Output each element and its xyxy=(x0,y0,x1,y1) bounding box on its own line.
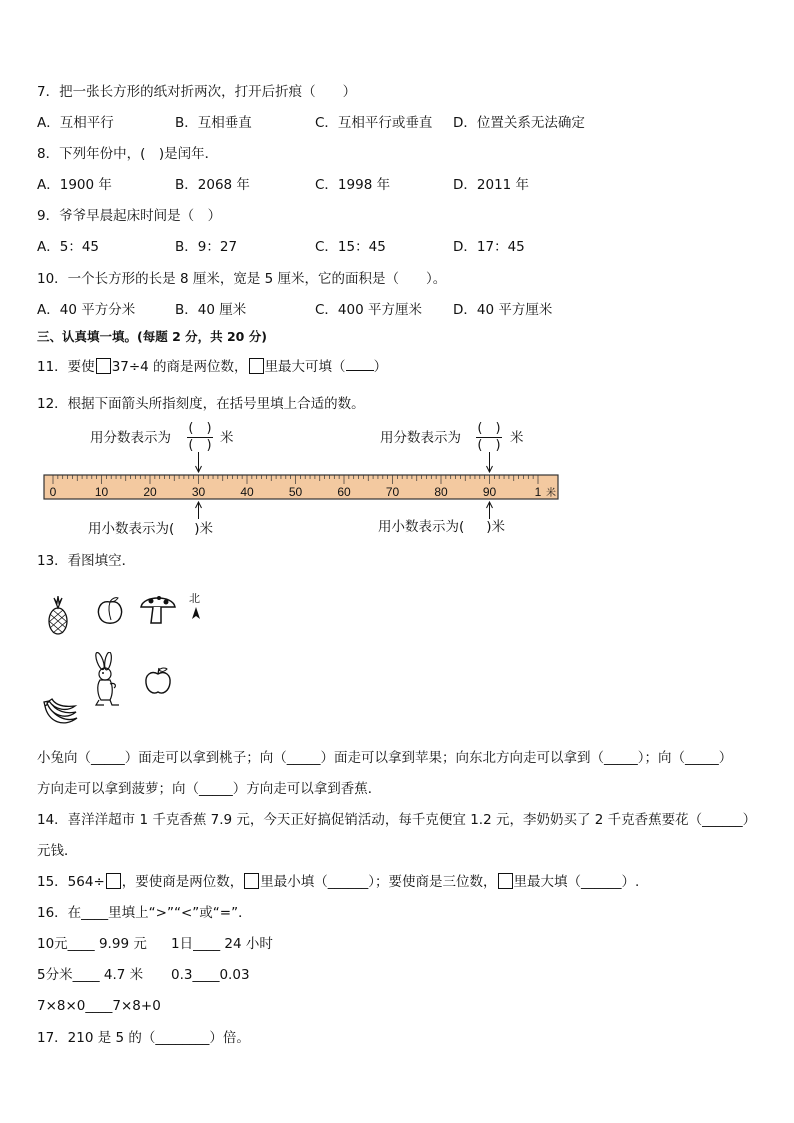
q12-decimal-suffix-2: )米 xyxy=(486,519,506,535)
q15-box-2 xyxy=(244,873,259,889)
up-arrow-icon xyxy=(196,502,202,519)
down-arrow-icon xyxy=(487,452,493,472)
q7-option-a: A．互相平行 xyxy=(37,115,114,131)
q12-decimal-label-2 xyxy=(378,518,505,536)
q16-row1-b: 1日____ 24 小时 xyxy=(171,936,273,952)
q12-decimal-suffix-1: )米 xyxy=(194,521,214,537)
q12-stem: 12．根据下面箭头所指刻度，在括号里填上合适的数。 xyxy=(37,396,365,412)
rabbit-icon xyxy=(90,652,126,708)
ruler-tick-label: 50 xyxy=(288,485,303,499)
q8-option-a: A．1900 年 xyxy=(37,177,112,193)
north-label: 北 xyxy=(189,592,200,605)
q15-box-1 xyxy=(106,873,121,889)
ruler-tick-label: 40 xyxy=(240,485,254,499)
q8-option-d: D．2011 年 xyxy=(453,177,530,193)
q12-fraction-blank-2[interactable]: ( ) ( ) xyxy=(477,421,501,453)
q12-decimal-label-1 xyxy=(88,520,213,538)
q9-stem: 9．爷爷早晨起床时间是（ ） xyxy=(37,208,222,224)
peach-icon xyxy=(94,596,126,626)
q7-option-c: C．互相平行或垂直 xyxy=(315,115,433,131)
ruler-tick-label: 10 xyxy=(94,485,109,499)
q11-box-2 xyxy=(249,358,264,374)
q9-option-b: B．9：27 xyxy=(175,239,238,255)
ruler-tick-label: 0 xyxy=(49,485,57,499)
q16-stem: 16．在____里填上“>”“<”或“=”． xyxy=(37,905,252,921)
q13-line-2: 方向走可以拿到菠萝；向（_____）方向走可以拿到香蕉． xyxy=(37,781,382,797)
q15-part3: 里最小填（______）；要使商是三位数， xyxy=(260,874,497,890)
q16-row1-a: 10元____ 9.99 元 xyxy=(37,936,147,952)
pineapple-icon xyxy=(45,596,71,636)
q7-option-b: B．互相垂直 xyxy=(175,115,252,131)
q8-option-b: B．2068 年 xyxy=(175,177,250,193)
q15-box-3 xyxy=(498,873,513,889)
q12-decimal-prefix-2: 用小数表示为( xyxy=(378,519,465,535)
q12-frac-label-2: 用分数表示为 xyxy=(380,430,461,446)
q11-part1: 11．要使 xyxy=(37,359,95,375)
q11-box-1 xyxy=(96,358,111,374)
q15-part2: ，要使商是两位数， xyxy=(121,874,244,890)
q8-option-c: C．1998 年 xyxy=(315,177,391,193)
ruler-unit-label: 米 xyxy=(546,488,556,499)
q12-unit-1: 米 xyxy=(220,430,234,446)
mushroom-icon xyxy=(139,592,177,626)
q10-option-c: C．400 平方厘米 xyxy=(315,302,422,318)
q12-unit-2: 米 xyxy=(510,430,524,446)
north-arrow-icon xyxy=(191,607,201,621)
q11-line xyxy=(37,358,387,376)
q16-row2-a: 5分米____ 4.7 米 xyxy=(37,967,144,983)
q10-option-d: D．40 平方厘米 xyxy=(453,302,553,318)
q15-part1: 15．564÷ xyxy=(37,874,105,890)
ruler-tick-label: 90 xyxy=(482,485,497,499)
q16-row3: 7×8×0____7×8+0 xyxy=(37,998,161,1014)
q12-decimal-prefix-1: 用小数表示为( xyxy=(88,521,175,537)
q16-row2-b: 0.3____0.03 xyxy=(171,967,250,983)
q13-line-1: 小兔向（_____）面走可以拿到桃子；向（_____）面走可以拿到苹果；向东北方向走可以拿到（_____）；向（_____） xyxy=(37,750,733,766)
q9-option-c: C．15：45 xyxy=(315,239,386,255)
section-3-title: 三、认真填一填。(每题 2 分，共 20 分) xyxy=(37,329,267,344)
q14-line-1: 14．喜洋洋超市 1 千克香蕉 7.9 元，今天正好搞促销活动，每千克便宜 1.2 元，李奶奶买了 2 千克香蕉要花（______） xyxy=(37,812,757,828)
q17-stem: 17．210 是 5 的（________）倍。 xyxy=(37,1030,250,1046)
q14-line-2: 元钱． xyxy=(37,843,78,859)
q8-stem: 8．下列年份中，( )是闰年． xyxy=(37,146,219,162)
ruler-tick-label: 70 xyxy=(385,485,400,499)
q10-option-b: B．40 厘米 xyxy=(175,302,247,318)
q10-stem: 10．一个长方形的长是 8 厘米，宽是 5 厘米，它的面积是（ ）。 xyxy=(37,271,447,287)
ruler-tick-label: 30 xyxy=(191,485,206,499)
q7-option-d: D．位置关系无法确定 xyxy=(453,115,585,131)
q11-part2: 37÷4 的商是两位数， xyxy=(111,359,248,375)
ruler-tick-label: 1 xyxy=(534,485,542,499)
q11-part3: 里最大可填（ xyxy=(264,359,346,375)
ruler-tick-label: 60 xyxy=(337,485,351,499)
q12-frac-label-1: 用分数表示为 xyxy=(90,430,171,446)
banana-icon xyxy=(42,698,80,730)
q10-option-a: A．40 平方分米 xyxy=(37,302,136,318)
apple-icon xyxy=(143,666,173,696)
q9-option-a: A．5：45 xyxy=(37,239,100,255)
q11-part4: ） xyxy=(373,359,388,375)
q15-part4: 里最大填（______）. xyxy=(513,874,640,890)
q9-option-d: D．17：45 xyxy=(453,239,525,255)
q15-line xyxy=(37,873,639,891)
ruler-tick-label: 20 xyxy=(143,485,157,499)
ruler xyxy=(0,452,794,522)
down-arrow-icon xyxy=(196,452,202,472)
q11-answer-blank[interactable] xyxy=(346,370,374,371)
ruler-tick-label: 80 xyxy=(434,485,448,499)
q7-stem: 7．把一张长方形的纸对折两次，打开后折痕（ ） xyxy=(37,84,357,100)
q12-fraction-blank-1[interactable]: ( ) ( ) xyxy=(188,421,212,453)
q13-stem: 13．看图填空． xyxy=(37,553,136,569)
up-arrow-icon xyxy=(487,502,493,519)
